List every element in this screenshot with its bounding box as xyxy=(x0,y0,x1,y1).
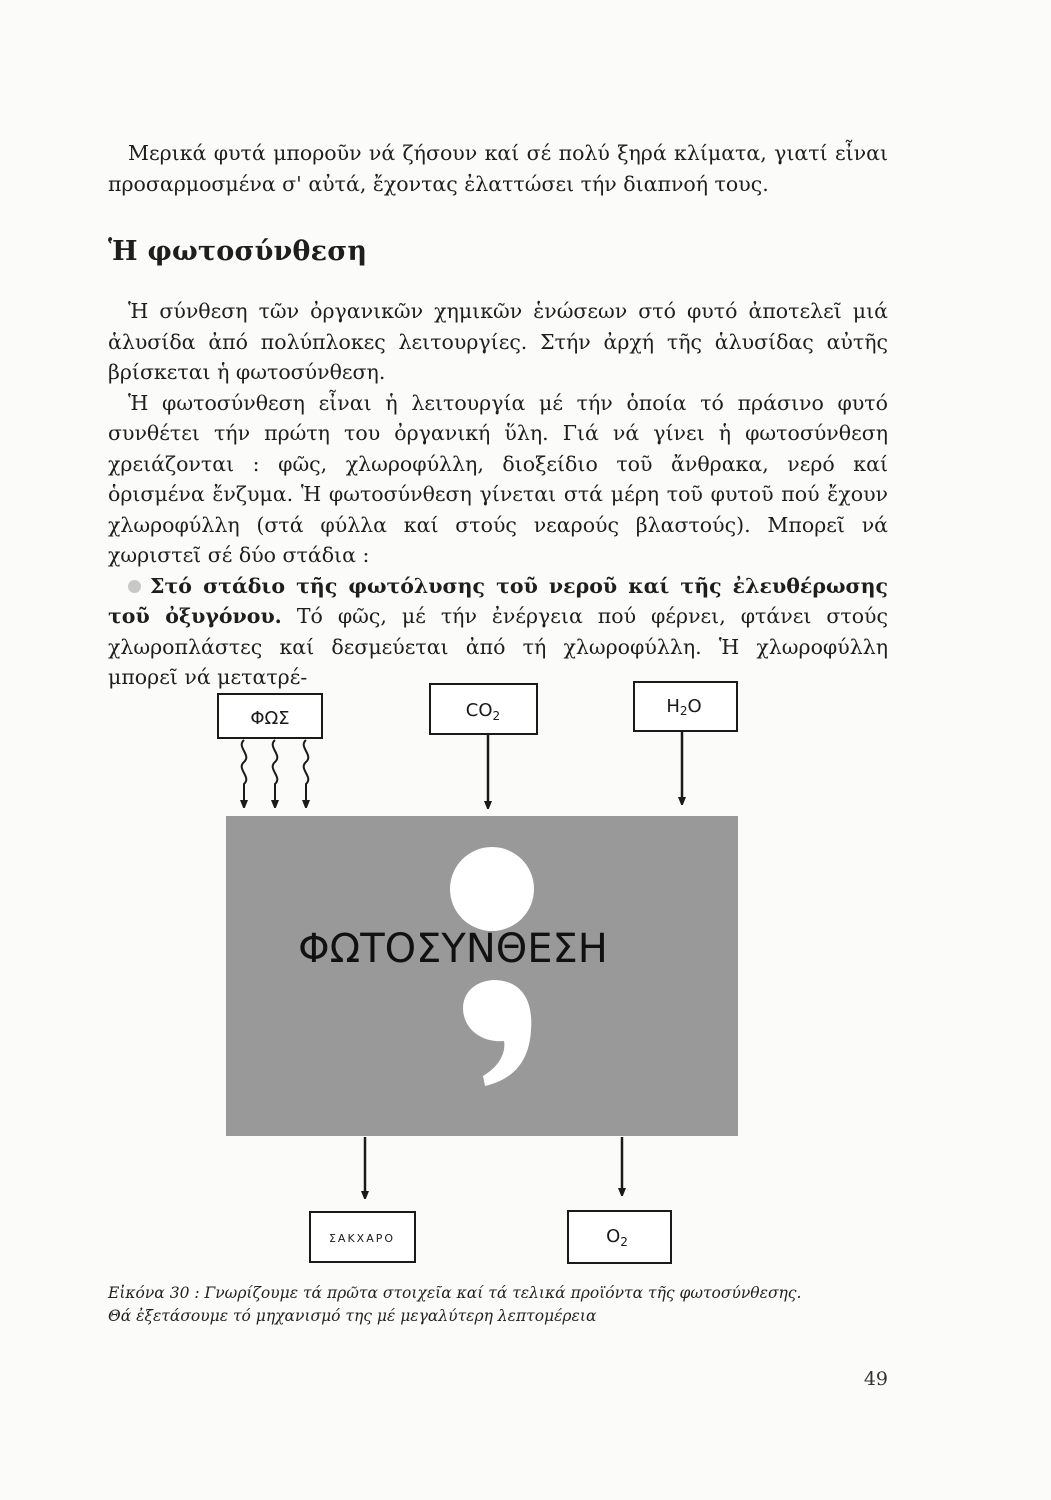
input-arrows xyxy=(488,731,682,806)
caption-line-1: Εἰκόνα 30 : Γνωρίζουμε τά πρῶτα στοιχεῖα καί τά τελικά προϊόντα τῆς φωτοσύνθεσης. xyxy=(108,1284,802,1302)
co2-label: $CO_2$ xyxy=(465,700,501,723)
sugar-output xyxy=(310,1212,415,1262)
wave-arrow-2 xyxy=(273,740,278,805)
h2o-label: H2O xyxy=(666,696,702,718)
caption-line-2: Θά ἐξετάσουμε τό μηχανισμό της μέ μεγαλύτερη λεπτομέρεια xyxy=(108,1307,597,1325)
process-label: ΦΩΤΟΣΥΝΘΕΣΗ xyxy=(298,926,608,972)
stage-one-lead: Στό στάδιο τῆς φωτόλυσης τοῦ νεροῦ καί τῆς ἐλευθέρωσης τοῦ ὀξυγόνου. xyxy=(108,573,888,628)
figure-caption xyxy=(107,1284,801,1325)
output-arrows xyxy=(365,1137,622,1196)
wave-arrow-1 xyxy=(242,740,247,805)
section-heading: Ἡ φωτοσύνθεση xyxy=(108,236,368,267)
paragraph-1: Ἡ σύνθεση τῶν ὀργανικῶν χημικῶν ἑνώσεων στό φυτό ἀποτελεῖ μιά ἁλυσίδα ἀπό πολύπλοκες λειτουργίες. Στήν ἀρχή τῆς ἁλυσίδας αὐτῆς βρίσκεται ἡ φωτοσύνθεση. xyxy=(108,299,888,384)
o2-label: $O_2$ xyxy=(606,1226,628,1249)
stage-one-text: Τό φῶς, μέ τήν ἐνέργεια πού φέρνει, φτάνει στούς χλωροπλάστες καί δεσμεύεται ἀπό τή χλωροφύλλη. Ἡ χλωροφύλλη μπορεῖ νά μετατρέ- xyxy=(108,604,888,689)
sugar-label: ΣΑΚΧΑΡΟ xyxy=(328,1232,396,1245)
light-label: ΦΩΣ xyxy=(250,708,290,729)
intro-text: Μερικά φυτά μποροῦν νά ζήσουν καί σέ πολύ ξηρά κλίματα, γιατί εἶναι προσαρμοσμένα σ' αὐτά, ἔχοντας ἐλαττώσει τήν διαπνοή τους. xyxy=(108,141,888,196)
h2o-input xyxy=(634,682,737,731)
co2-input xyxy=(430,684,537,734)
light-wave-arrows xyxy=(242,740,309,805)
semicolon-dot xyxy=(450,847,534,931)
page-number: 49 xyxy=(863,1368,888,1390)
paragraph-2: Ἡ φωτοσύνθεση εἶναι ἡ λειτουργία μέ τήν ὁποία τό πράσινο φυτό συνθέτει τήν πρώτη του ὀργανική ὕλη. Γιά νά γίνει ἡ φωτοσύνθεση χρειάζονται : φῶς, χλωροφύλλη, διοξείδιο τοῦ ἄνθρακα, νερό καί ὁρισμένα ἔνζυμα. Ἡ φωτοσύνθεση γίνεται στά μέρη τοῦ φυτοῦ πού ἔχουν χλωροφύλλη (στά φύλλα καί στούς νεαρούς βλαστούς). Μπορεῖ νά χωριστεῖ σέ δύο στάδια : xyxy=(108,390,888,567)
light-input xyxy=(218,694,322,738)
o2-output xyxy=(568,1211,671,1263)
wave-arrow-3 xyxy=(304,740,309,805)
